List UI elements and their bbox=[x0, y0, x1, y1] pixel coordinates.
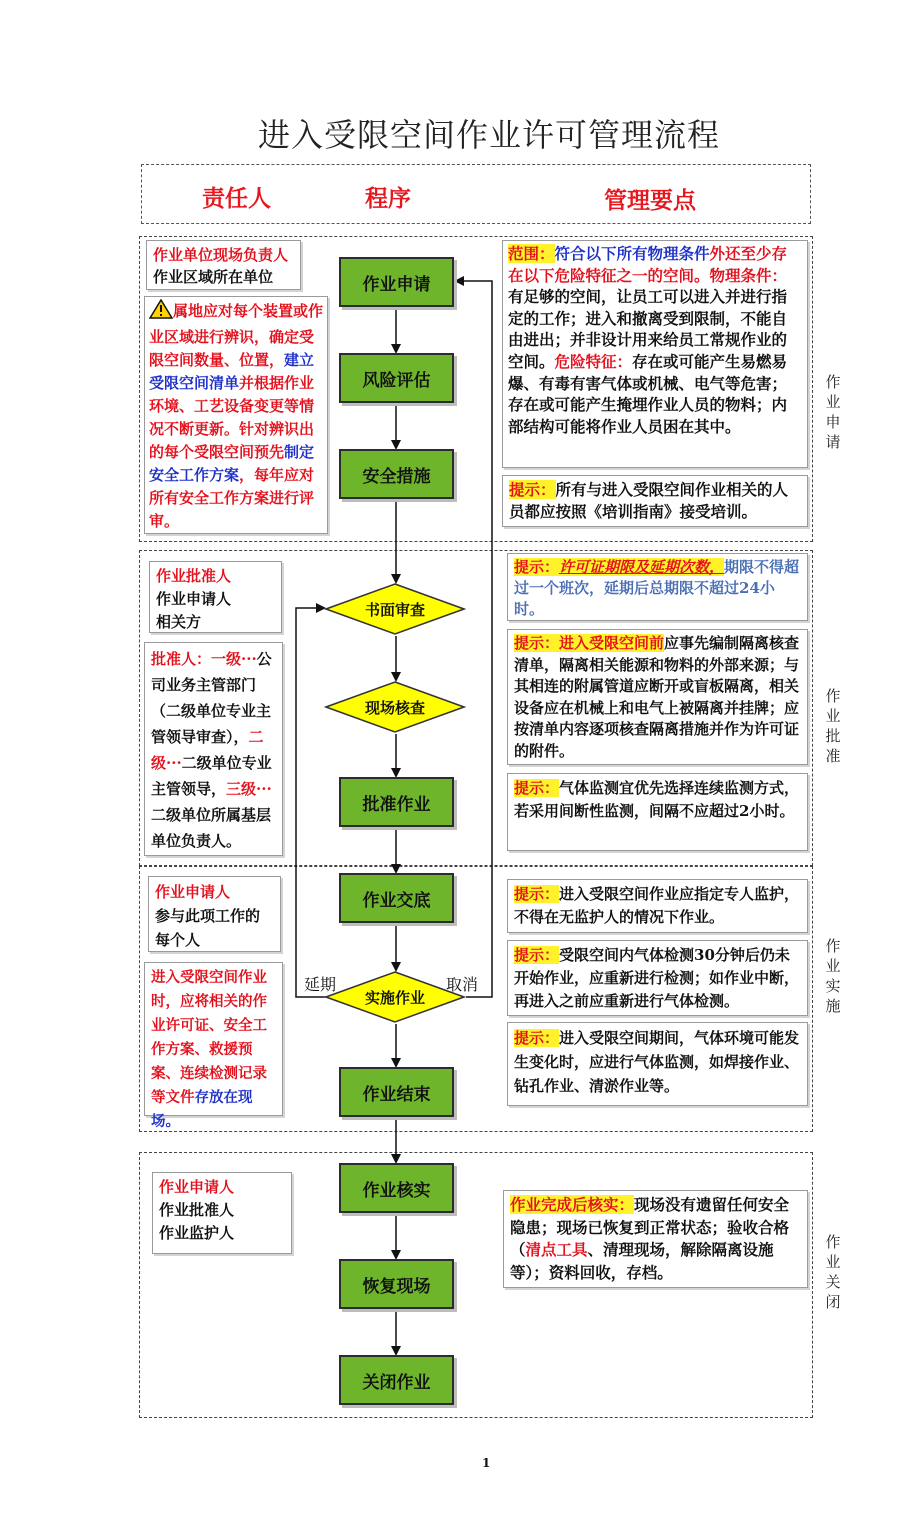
right-r1-t4: 物理条件： bbox=[709, 265, 788, 285]
right-r1-t5: 有足够的空间，让员工可以进入并进行指定的工作；进入和撤离受到限制，不能自由进出；并非设计用来给员工常规作业的空间。 bbox=[508, 287, 788, 371]
step-document-review[interactable]: 书面审查 bbox=[364, 600, 425, 619]
left-b5-line1: 作业申请人 bbox=[155, 883, 231, 901]
left-b4-t1: 批准人：一级··· bbox=[151, 650, 257, 668]
right-r4-t3: 应事先编制隔离核查清单，隔离相关能源和物料的外部来源；与其相连的附属管道应断开或盲板隔离，相关设备应在机械上和电气上被隔离并挂牌；应按清单内容逐项核查隔离措施并作为许可证的附件。 bbox=[514, 634, 800, 760]
left-b2-t2: 建立受限空间清单 bbox=[149, 351, 315, 392]
right-box-environment-change-tip bbox=[507, 1022, 808, 1106]
right-r3-t1: 提示： bbox=[514, 558, 560, 576]
left-box-implementation-roles bbox=[148, 876, 281, 952]
right-r1-t1: 范围： bbox=[508, 244, 555, 263]
left-box-closure-roles bbox=[152, 1172, 292, 1254]
left-b5-line2: 参与此项工作的每个人 bbox=[155, 907, 261, 949]
right-box-permit-period-tip bbox=[507, 553, 808, 621]
left-b7-line2: 作业批准人 bbox=[159, 1201, 235, 1219]
phase-application: 作业申请 bbox=[825, 373, 841, 451]
left-b2-t3: 并根据作业环境、工艺设备变更等情况不断更新。针对辨识出的每个受限空间预先 bbox=[149, 374, 315, 461]
right-r1-t6: 危险特征： bbox=[554, 351, 633, 371]
right-r1-t7: 存在或可能产生易燃易爆、有毒有害气体或机械、电气等危害；存在或可能产生掩埋作业人员的物料；内部结构可能将作业人员困在其中。 bbox=[508, 351, 788, 436]
left-b7-line3: 作业监护人 bbox=[159, 1224, 235, 1242]
step-site-check[interactable]: 现场核查 bbox=[364, 698, 425, 717]
right-r9-t3: 清点工具 bbox=[525, 1240, 588, 1259]
step-approve-work[interactable]: 批准作业 bbox=[339, 777, 454, 827]
left-box-documents-on-site bbox=[144, 962, 283, 1130]
right-box-completion-check bbox=[503, 1190, 808, 1288]
header-key-points: 管理要点 bbox=[604, 187, 696, 214]
header-procedure: 程序 bbox=[365, 185, 411, 212]
warning-icon bbox=[149, 299, 173, 326]
right-r2-t1: 提示： bbox=[509, 480, 556, 499]
header-responsible: 责任人 bbox=[202, 185, 271, 212]
phase-approval: 作业批准 bbox=[825, 687, 841, 765]
left-b2-t1: 属地应对每个装置或作业区域进行辨识，确定受限空间数量、位置， bbox=[149, 302, 324, 369]
right-box-isolation-tip bbox=[507, 629, 808, 765]
right-r5-t2: 气体监测宜优先选择连续监测方式，若采用间断性监测，间隔不应超过2小时。 bbox=[514, 779, 800, 820]
right-box-scope bbox=[502, 240, 808, 468]
right-r9-t1: 作业完成后核实： bbox=[510, 1195, 635, 1214]
left-b3-line2: 作业申请人 bbox=[156, 590, 232, 608]
step-risk-assessment[interactable]: 风险评估 bbox=[339, 353, 454, 403]
left-b1-line2: 作业区域所在单位 bbox=[153, 268, 274, 286]
right-r3-t3: 期限不得超过一个班次，延期后总期限不超过24小时。 bbox=[514, 558, 800, 618]
left-b4-t4: 二级单位专业主管领导， bbox=[151, 754, 272, 798]
right-r6-t2: 进入受限空间作业应指定专人监护，不得在无监护人的情况下作业。 bbox=[514, 885, 800, 926]
right-box-gas-monitoring-tip bbox=[507, 773, 808, 851]
left-b2-t5: ，每年应对所有安全工作方案进行评审。 bbox=[149, 466, 315, 530]
left-b4-t3: 二级··· bbox=[151, 728, 264, 772]
step-work-end[interactable]: 作业结束 bbox=[339, 1067, 454, 1117]
right-r8-t1: 提示： bbox=[514, 1029, 560, 1047]
step-close-work[interactable]: 关闭作业 bbox=[339, 1355, 454, 1405]
left-b2-t4: 制定安全工作方案 bbox=[149, 443, 315, 484]
left-b4-t2: 公司业务主管部门（二级单位专业主管领导审查）， bbox=[151, 650, 272, 746]
left-b6-t1: 进入受限空间作业时，应将相关的作业许可证、安全工作方案、救援预案、连续检测记录等文件 bbox=[151, 969, 267, 1106]
right-r7-t1: 提示： bbox=[514, 946, 560, 964]
step-apply[interactable]: 作业申请 bbox=[339, 257, 454, 307]
step-execute-work[interactable]: 实施作业 bbox=[364, 988, 425, 1007]
left-box-approval-roles bbox=[149, 561, 282, 633]
right-r3-t2: 许可证期限及延期次数， bbox=[559, 558, 725, 576]
right-r1-t2: 符合以下所有物理条件 bbox=[554, 244, 710, 263]
left-b6-t2: 存放在现场。 bbox=[151, 1089, 253, 1130]
phase-closure: 作业关闭 bbox=[825, 1233, 841, 1311]
right-r7-t2: 受限空间内气体检测30分钟后仍未开始作业，应重新进行检测；如作业中断，再进入之前应重新进行气体检测。 bbox=[514, 946, 800, 1010]
step-restore-site[interactable]: 恢复现场 bbox=[339, 1259, 454, 1309]
left-b4-t5: 三级··· bbox=[226, 780, 272, 798]
left-b3-line3: 相关方 bbox=[156, 613, 202, 631]
label-cancel: 取消 bbox=[446, 975, 479, 994]
right-r5-t1: 提示： bbox=[514, 779, 560, 797]
step-work-briefing[interactable]: 作业交底 bbox=[339, 873, 454, 923]
left-box-approver-levels bbox=[144, 642, 283, 856]
right-r4-t2: 进入受限空间前 bbox=[559, 634, 665, 652]
right-r2-t2: 所有与进入受限空间作业相关的人员都应按照《培训指南》接受培训。 bbox=[509, 480, 789, 521]
right-r6-t1: 提示： bbox=[514, 885, 560, 903]
right-r4-t1: 提示： bbox=[514, 634, 560, 652]
right-r9-t4: 、清理现场，解除隔离设施等）；资料回收，存档。 bbox=[510, 1240, 774, 1282]
step-safety-measures[interactable]: 安全措施 bbox=[339, 449, 454, 499]
left-b7-line1: 作业申请人 bbox=[159, 1178, 235, 1196]
left-b4-t6: 二级单位所属基层单位负责人。 bbox=[151, 806, 272, 850]
left-b1-line1: 作业单位现场负责人 bbox=[153, 246, 289, 264]
page-title: 进入受限空间作业许可管理流程 bbox=[257, 116, 720, 154]
right-box-training-tip bbox=[502, 475, 808, 527]
right-r1-t3: 外还至少存在以下危险特征之一的空间。 bbox=[508, 244, 788, 285]
left-b3-line1: 作业批准人 bbox=[156, 567, 232, 585]
left-box-applicant-units bbox=[146, 240, 301, 290]
left-box-space-identification bbox=[144, 296, 328, 534]
right-r8-t2: 进入受限空间期间，气体环境可能发生变化时，应进行气体监测，如焊接作业、钻孔作业、清淤作业等。 bbox=[514, 1029, 800, 1095]
phase-implementation: 作业实施 bbox=[825, 937, 841, 1015]
label-extend: 延期 bbox=[304, 975, 337, 994]
right-box-gas-retest-tip bbox=[507, 940, 808, 1016]
step-work-verify[interactable]: 作业核实 bbox=[339, 1163, 454, 1213]
right-box-supervision-tip bbox=[507, 879, 808, 933]
right-r9-t2: 现场没有遗留任何安全隐患；现场已恢复到正常状态；验收合格（ bbox=[510, 1195, 790, 1259]
page-number: 1 bbox=[482, 1456, 491, 1470]
